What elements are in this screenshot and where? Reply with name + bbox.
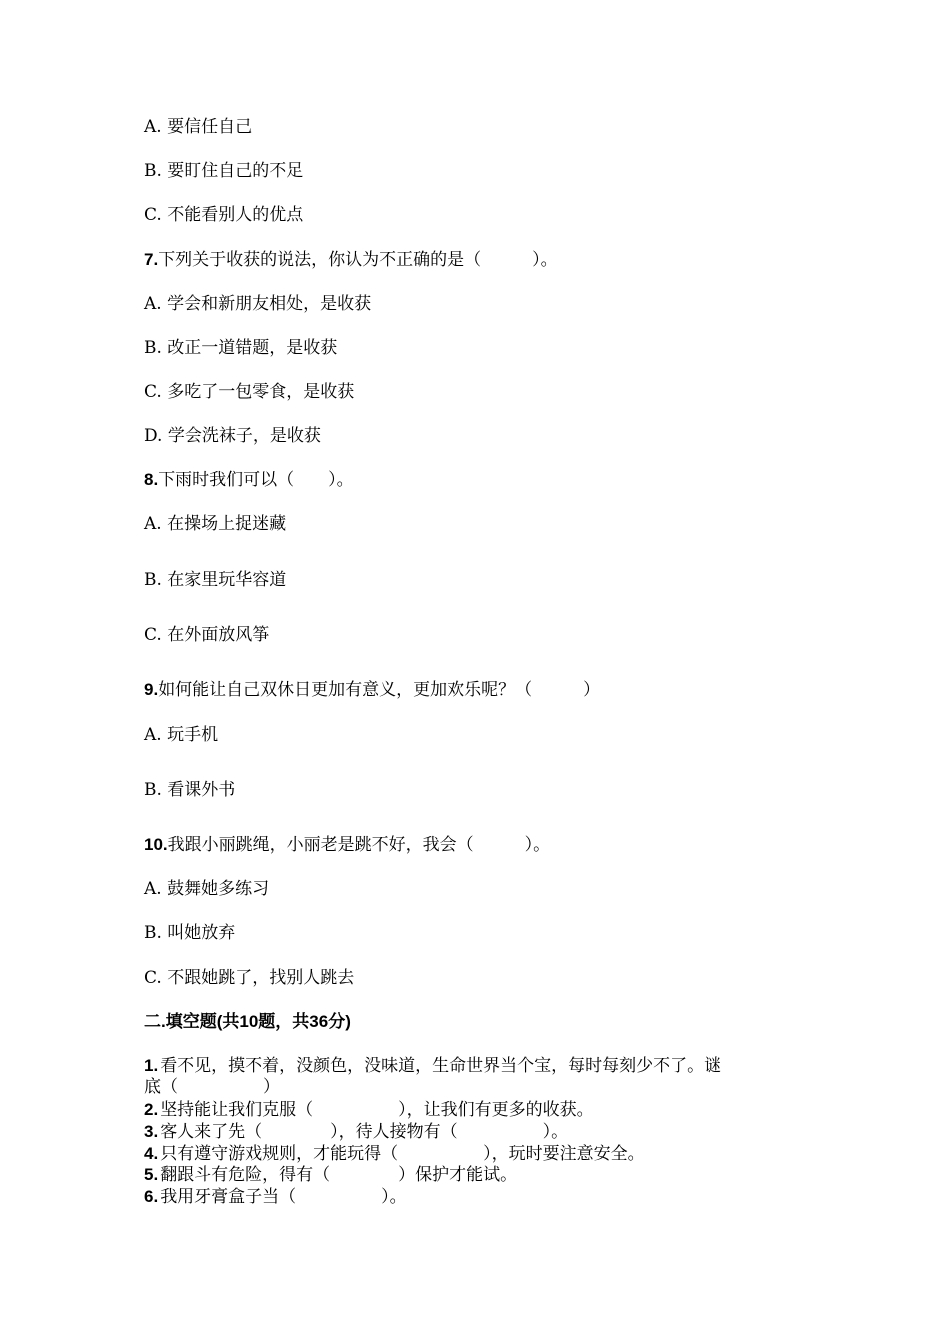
fill-item-6-number: 6.	[144, 1187, 159, 1206]
q8-option-b: B. 在家里玩华容道	[144, 570, 287, 590]
fill-item-5-text: 翻跟斗有危险，得有（ ）保护才能试。	[160, 1165, 518, 1185]
q10-option-c: C. 不跟她跳了，找别人跳去	[144, 968, 355, 988]
q8-option-a: A. 在操场上捉迷藏	[144, 514, 287, 534]
q7-option-b: B. 改正一道错题，是收获	[144, 338, 338, 358]
q9-stem	[144, 679, 600, 701]
fill-item-2	[144, 1099, 594, 1121]
fill-item-4-number: 4.	[144, 1144, 159, 1163]
fill-item-1-continuation: 底（ ）	[144, 1077, 280, 1097]
q10-stem	[144, 834, 550, 856]
fill-item-5	[144, 1164, 517, 1186]
q6-option-b: B. 要盯住自己的不足	[144, 161, 304, 181]
fill-item-1-text: 看不见，摸不着，没颜色，没味道，生命世界当个宝，每时每刻少不了。谜	[160, 1056, 722, 1076]
q8-number: 8.	[144, 470, 159, 489]
q8-option-c: C. 在外面放风筝	[144, 625, 270, 645]
q6-option-a: A. 要信任自己	[144, 117, 253, 137]
fill-item-6-text: 我用牙膏盒子当（ ）。	[160, 1187, 407, 1207]
q10-option-a: A. 鼓舞她多练习	[144, 879, 270, 899]
q7-number: 7.	[144, 250, 159, 269]
q9-text: 如何能让自己双休日更加有意义，更加欢乐呢？（ ）	[158, 680, 601, 700]
fill-item-1-number: 1.	[144, 1056, 159, 1075]
q7-text: 下列关于收获的说法，你认为不正确的是（ ）。	[158, 250, 558, 270]
fill-item-4	[144, 1143, 645, 1165]
q10-number: 10.	[144, 835, 168, 854]
q7-option-a: A. 学会和新朋友相处，是收获	[144, 294, 372, 314]
fill-item-2-number: 2.	[144, 1100, 159, 1119]
fill-item-4-text: 只有遵守游戏规则，才能玩得（ ），玩时要注意安全。	[160, 1144, 645, 1164]
q9-number: 9.	[144, 680, 159, 699]
q8-stem	[144, 469, 354, 491]
q9-option-b: B. 看课外书	[144, 780, 236, 800]
q9-option-a: A. 玩手机	[144, 725, 219, 745]
q7-option-c: C. 多吃了一包零食，是收获	[144, 382, 355, 402]
fill-item-3-text: 客人来了先（ ），待人接物有（ ）。	[160, 1122, 569, 1142]
fill-item-6	[144, 1186, 407, 1208]
fill-item-3-number: 3.	[144, 1122, 159, 1141]
fill-item-2-text: 坚持能让我们克服（ ），让我们有更多的收获。	[160, 1100, 594, 1120]
q7-option-d: D. 学会洗袜子，是收获	[144, 426, 321, 446]
section-2-heading: 二.填空题(共10题，共36分)	[144, 1012, 351, 1031]
q10-option-b: B. 叫她放弃	[144, 923, 236, 943]
q7-stem	[144, 249, 558, 271]
fill-item-1	[144, 1055, 721, 1077]
q10-text: 我跟小丽跳绳，小丽老是跳不好，我会（ ）。	[167, 835, 551, 855]
q8-text: 下雨时我们可以（ ）。	[158, 470, 354, 490]
q6-option-c: C. 不能看别人的优点	[144, 205, 304, 225]
fill-item-3	[144, 1121, 568, 1143]
fill-item-5-number: 5.	[144, 1165, 159, 1184]
